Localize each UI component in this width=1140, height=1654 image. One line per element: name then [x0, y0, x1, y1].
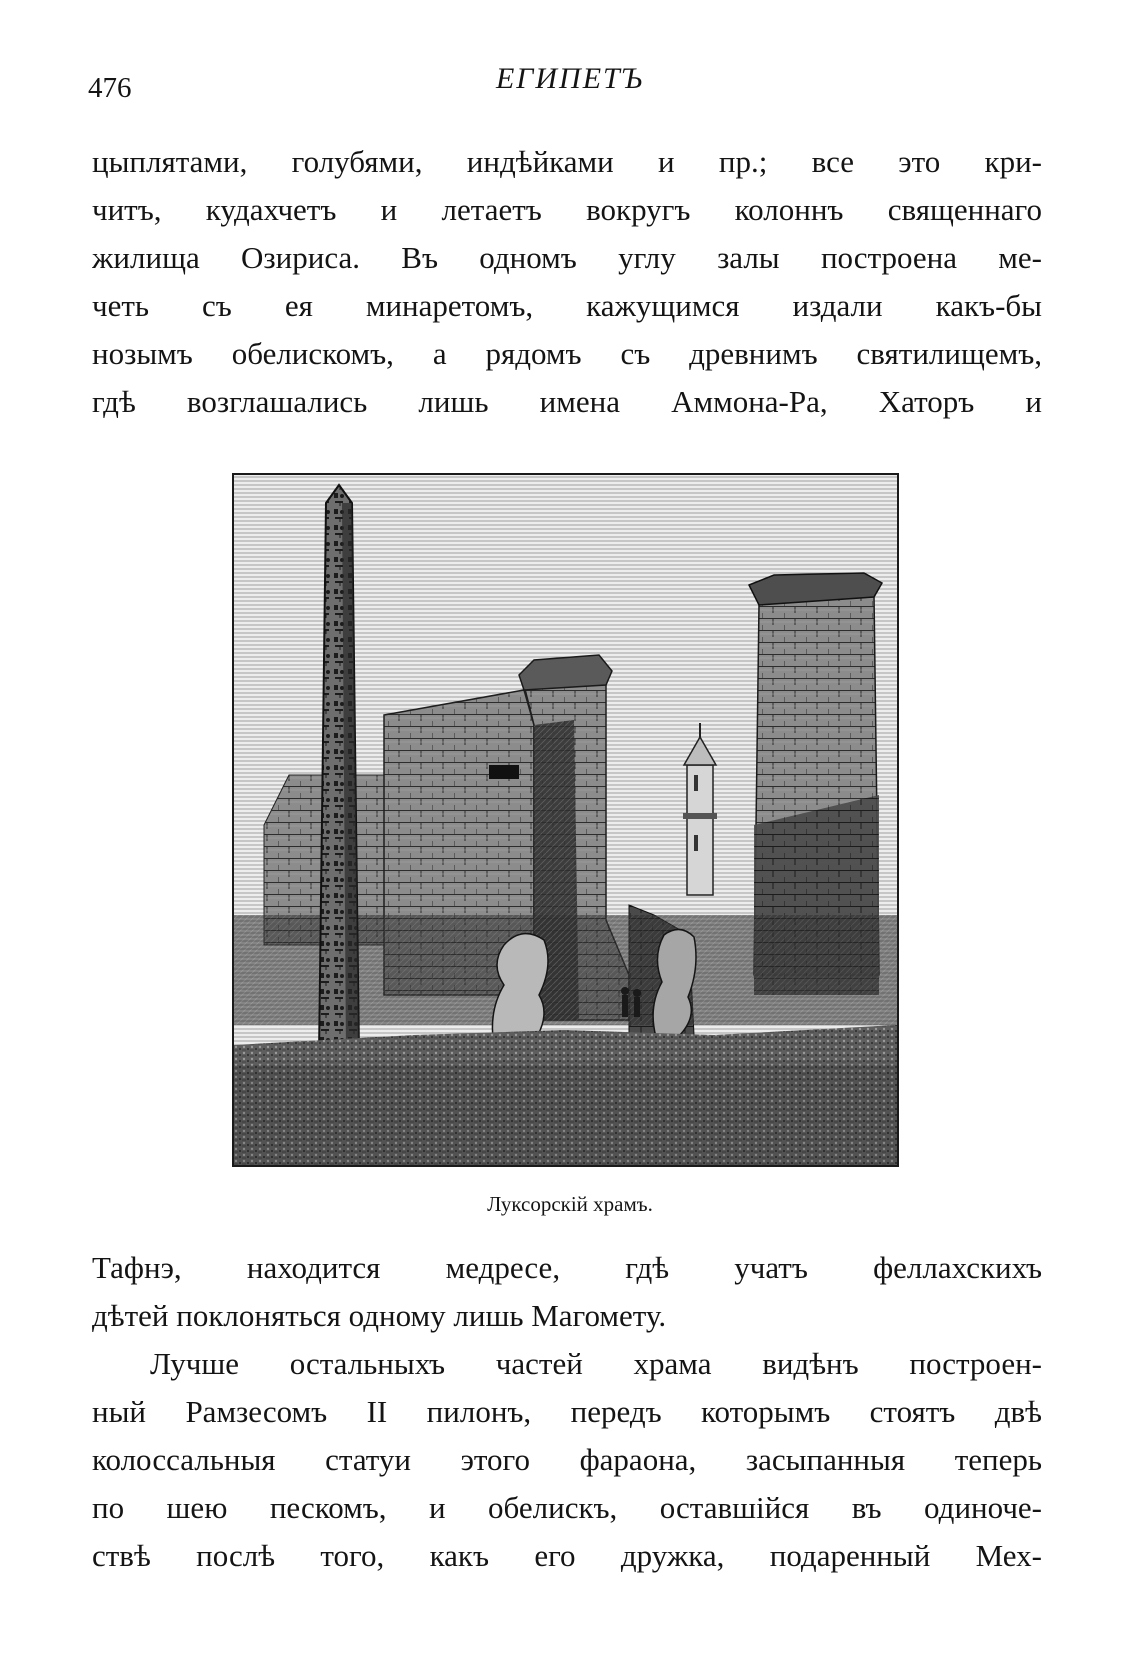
text-line: по шею пескомъ, и обелискъ, оставшійся въ одиноче- — [92, 1490, 1042, 1525]
text-line: ный Рамзесомъ II пилонъ, передъ которымъ стоятъ двѣ — [92, 1394, 1042, 1429]
text-line: цыплятами, голубями, индѣйками и пр.; все это кри- — [92, 144, 1042, 179]
pylon-window — [489, 765, 519, 779]
text-line: Тафнэ, находится медресе, гдѣ учатъ феллахскихъ — [92, 1250, 1042, 1285]
running-head-title: ЕГИПЕТЪ — [495, 62, 644, 95]
pylon-cornice — [519, 655, 612, 690]
text-line: дѣтей поклоняться одному лишь Магомету. — [92, 1298, 667, 1333]
page-number: 476 — [88, 72, 132, 104]
paragraph-top — [92, 138, 1042, 426]
figure-caption: Луксорскій храмъ. — [487, 1192, 653, 1216]
text-line: гдѣ возглашались лишь имена Аммона-Ра, Хаторъ и — [92, 384, 1042, 419]
text-line: четь съ ея минаретомъ, кажущимся издали какъ-бы — [92, 288, 1042, 323]
paragraph-bottom — [92, 1244, 1042, 1580]
text-line: ствѣ послѣ того, какъ его дружка, подаренный Мех- — [92, 1538, 1042, 1573]
text-line: нозымъ обелискомъ, а рядомъ съ древнимъ святилищемъ, — [92, 336, 1042, 371]
text-line: жилища Озириса. Въ одномъ углу залы построена ме- — [92, 240, 1042, 275]
text-line: колоссальныя статуи этого фараона, засыпанныя теперь — [92, 1442, 1042, 1477]
text-line: читъ, кудахчетъ и летаетъ вокругъ колоннъ священнаго — [92, 192, 1042, 227]
minaret-shaft — [687, 765, 713, 895]
text-line: Лучше остальныхъ частей храма видѣнъ построен- — [150, 1346, 1042, 1381]
engraving-luxor-temple — [232, 473, 899, 1167]
